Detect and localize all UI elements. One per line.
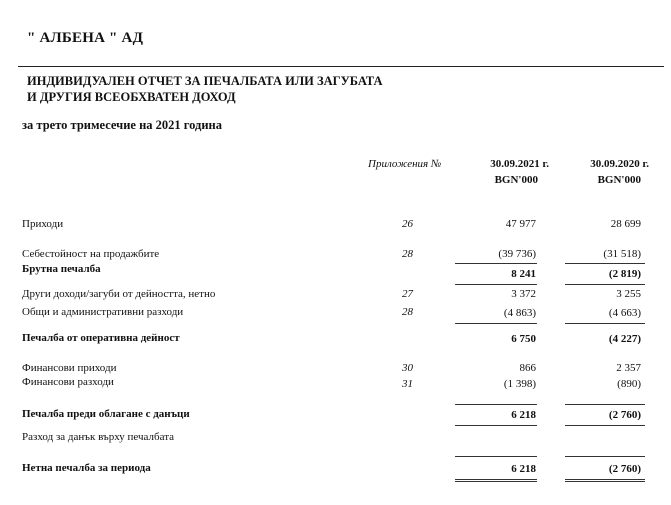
row-value-2021-revenue: 47 977 (505, 218, 536, 230)
row-value-2020-revenue: 28 699 (610, 218, 641, 230)
row-value-2020-net-profit: (2 760) (608, 463, 641, 475)
row-label-admin-expenses: Общи и административни разходи (22, 306, 184, 318)
col-2021-unit-header: BGN'000 (494, 174, 538, 186)
row-value-2021-profit-before-tax: 6 218 (511, 409, 536, 421)
row-note-other-income: 27 (402, 288, 413, 300)
row-note-finance-income: 30 (402, 362, 413, 374)
row-value-2021-finance-costs: (1 398) (503, 378, 536, 390)
row-label-finance-costs: Финансови разходи (22, 376, 114, 388)
header-divider (18, 66, 664, 67)
row-note-admin-expenses: 28 (402, 306, 413, 318)
subtotal-line (455, 284, 537, 285)
row-value-2020-other-income: 3 255 (616, 288, 641, 300)
row-value-2021-gross-profit: 8 241 (511, 268, 536, 280)
total-double-line (565, 479, 645, 482)
row-note-cost-of-sales: 28 (402, 248, 413, 260)
row-value-2020-cost-of-sales: (31 518) (603, 248, 641, 260)
row-note-finance-costs: 31 (402, 378, 413, 390)
reporting-period: за трето тримесечие на 2021 година (22, 118, 222, 132)
subtotal-line (455, 425, 537, 426)
row-value-2020-finance-costs: (890) (617, 378, 641, 390)
row-label-profit-before-tax: Печалба преди облагане с данъци (22, 408, 190, 420)
row-value-2021-other-income: 3 372 (511, 288, 536, 300)
subtotal-line (565, 323, 645, 324)
subtotal-line (565, 404, 645, 405)
row-value-2021-net-profit: 6 218 (511, 463, 536, 475)
report-title-line-1: ИНДИВИДУАЛЕН ОТЧЕТ ЗА ПЕЧАЛБАТА ИЛИ ЗАГУБАТА (27, 74, 383, 88)
row-value-2021-operating-profit: 6 750 (511, 333, 536, 345)
subtotal-line (565, 425, 645, 426)
row-label-other-income: Други доходи/загуби от дейността, нетно (22, 288, 216, 300)
row-label-revenue: Приходи (22, 218, 64, 230)
row-label-income-tax: Разход за данък върху печалбата (22, 431, 175, 443)
row-value-2020-admin-expenses: (4 663) (608, 307, 641, 319)
subtotal-line (455, 404, 537, 405)
total-double-line (455, 479, 537, 482)
notes-column-header: Приложения № (368, 158, 442, 170)
row-label-finance-income: Финансови приходи (22, 362, 117, 374)
subtotal-line (565, 263, 645, 264)
subtotal-line (455, 323, 537, 324)
row-label-operating-profit: Печалба от оперативна дейност (22, 332, 180, 344)
row-note-revenue: 26 (402, 218, 413, 230)
row-value-2020-operating-profit: (4 227) (608, 333, 641, 345)
col-2020-date-header: 30.09.2020 г. (590, 158, 649, 170)
subtotal-line (565, 456, 645, 457)
subtotal-line (565, 284, 645, 285)
row-value-2020-gross-profit: (2 819) (608, 268, 641, 280)
subtotal-line (455, 456, 537, 457)
row-label-cost-of-sales: Себестойност на продажбите (22, 248, 160, 260)
company-name: " АЛБЕНА " АД (27, 30, 144, 46)
row-value-2020-profit-before-tax: (2 760) (608, 409, 641, 421)
row-label-net-profit: Нетна печалба за периода (22, 462, 151, 474)
report-title-line-2: И ДРУГИЯ ВСЕОБХВАТЕН ДОХОД (27, 90, 236, 104)
row-value-2021-cost-of-sales: (39 736) (498, 248, 536, 260)
row-value-2021-admin-expenses: (4 863) (503, 307, 536, 319)
row-value-2020-finance-income: 2 357 (616, 362, 641, 374)
col-2020-unit-header: BGN'000 (597, 174, 641, 186)
row-value-2021-finance-income: 866 (519, 362, 536, 374)
row-label-gross-profit: Брутна печалба (22, 263, 101, 275)
col-2021-date-header: 30.09.2021 г. (490, 158, 549, 170)
subtotal-line (455, 263, 537, 264)
